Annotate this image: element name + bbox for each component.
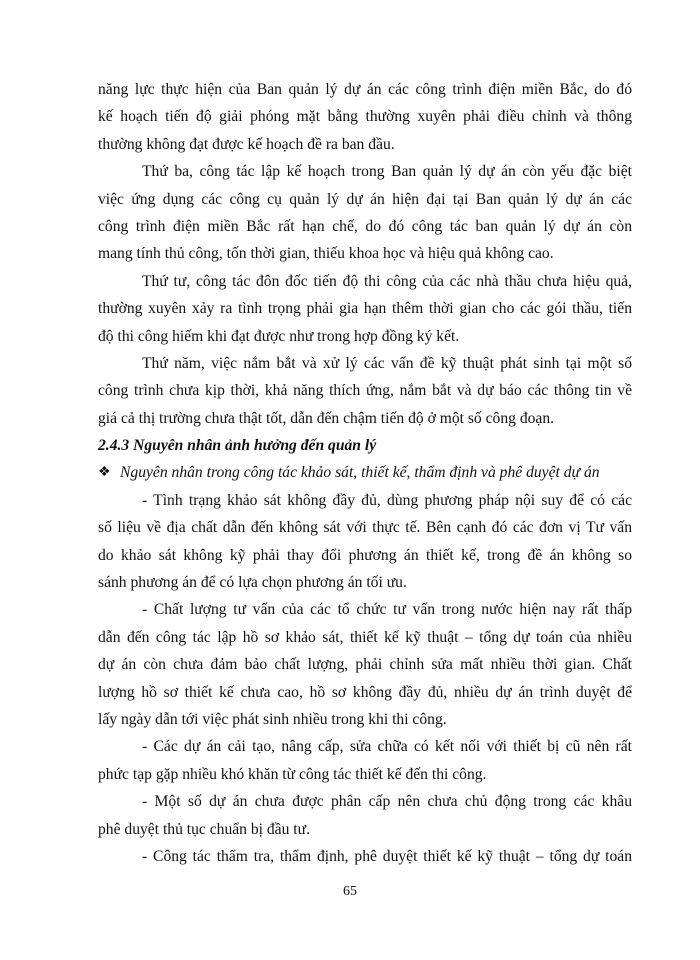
text-line: kế hoạch tiến độ giải phóng mặt bằng thường xuyên phải điều chỉnh và thông xyxy=(98,108,632,126)
text-line: số liệu về địa chất dẫn đến không sát với thực tế. Bên cạnh đó các đơn vị Tư vấn xyxy=(98,519,632,537)
list-item xyxy=(98,733,632,788)
text-line: mang tính thủ công, tốn thời gian, thiếu khoa học và hiệu quả không cao. xyxy=(98,245,554,263)
text-line: - Các dự án cải tạo, nâng cấp, sửa chữa có kết nối với thiết bị cũ nên rất xyxy=(142,738,632,756)
page-body xyxy=(98,76,632,870)
text-line: dự án còn chưa đảm bảo chất lượng, phải chỉnh sửa mất nhiều thời gian. Chất xyxy=(98,656,632,674)
text-line: thường xuyên xảy ra tình trọng phải gia hạn thêm thời gian cho các gói thầu, tiến xyxy=(98,300,632,318)
list-item xyxy=(98,487,632,597)
text-line: phức tạp gặp nhiều khó khăn từ công tác thiết kế đến thi công. xyxy=(98,765,487,783)
paragraph xyxy=(98,76,632,158)
list-item xyxy=(98,788,632,843)
text-line: - Chất lượng tư vấn của các tổ chức tư vấn trong nước hiện nay rất thấp xyxy=(142,601,632,619)
text-line: Thứ ba, công tác lập kế hoạch trong Ban quản lý dự án còn yếu đặc biệt xyxy=(142,163,632,181)
text-line: sánh phương án để có lựa chọn phương án tối ưu. xyxy=(98,574,407,592)
page-number: 65 xyxy=(343,884,357,899)
text-line: công trình chưa kịp thời, khả năng thích ứng, nắm bắt và dự báo các thông tin về xyxy=(98,382,632,400)
subheading xyxy=(98,459,632,486)
text-line: lượng hồ sơ thiết kế chưa cao, hồ sơ không đầy đủ, nhiều dự án trình duyệt để xyxy=(98,683,632,701)
text-line: lấy ngày dẫn tới việc phát sinh nhiều trong khi thi công. xyxy=(98,710,447,728)
text-line: độ thi công hiếm khi đạt được như trong hợp đồng ký kết. xyxy=(98,327,460,345)
text-line: Thứ năm, việc nắm bắt và xử lý các vấn đề kỹ thuật phát sinh tại một số xyxy=(142,354,632,372)
text-line: phê duyệt thủ tục chuẩn bị đầu tư. xyxy=(98,820,310,838)
text-line: thường không đạt được kế hoạch đề ra ban đầu. xyxy=(98,135,395,153)
text-line: việc ứng dụng các công cụ quản lý dự án hiện đại tại Ban quản lý dự án các xyxy=(98,190,632,208)
section-heading: 2.4.3 Nguyên nhân ảnh hưởng đến quản lý xyxy=(98,437,377,455)
text-line: công trình điện miền Bắc rất hạn chế, do đó công tác ban quản lý dự án còn xyxy=(98,217,632,235)
paragraph xyxy=(98,268,632,350)
text-line: Thứ tư, công tác đôn đốc tiến độ thi công của các nhà thầu chưa hiệu quả, xyxy=(142,272,632,290)
list-item xyxy=(98,843,632,870)
diamond-bullet-icon: ❖ xyxy=(98,465,111,481)
text-line: do khảo sát không kỹ phải thay đổi phương án thiết kế, trong đề án không so xyxy=(98,546,632,564)
text-line: - Một số dự án chưa được phân cấp nên chưa chủ động trong các khâu xyxy=(142,793,632,811)
text-line: giá cả thị trường chưa thật tốt, dẫn đến chậm tiến độ ở một số công đoạn. xyxy=(98,409,555,427)
paragraph xyxy=(98,158,632,268)
text-line: dẫn đến công tác lập hồ sơ khảo sát, thiết kế kỹ thuật – tổng dự toán của nhiều xyxy=(98,628,632,646)
list-item xyxy=(98,596,632,733)
subheading-text: Nguyên nhân trong công tác khảo sát, thiết kế, thẩm định và phê duyệt dự án xyxy=(120,464,600,482)
text-line: - Tình trạng khảo sát không đầy đủ, dùng phương pháp nội suy để có các xyxy=(142,491,632,509)
paragraph xyxy=(98,350,632,432)
text-line: năng lực thực hiện của Ban quản lý dự án các công trình điện miền Bắc, do đó xyxy=(98,81,632,98)
text-line: - Công tác thẩm tra, thẩm định, phê duyệt thiết kế kỹ thuật – tổng dự toán xyxy=(142,847,632,865)
